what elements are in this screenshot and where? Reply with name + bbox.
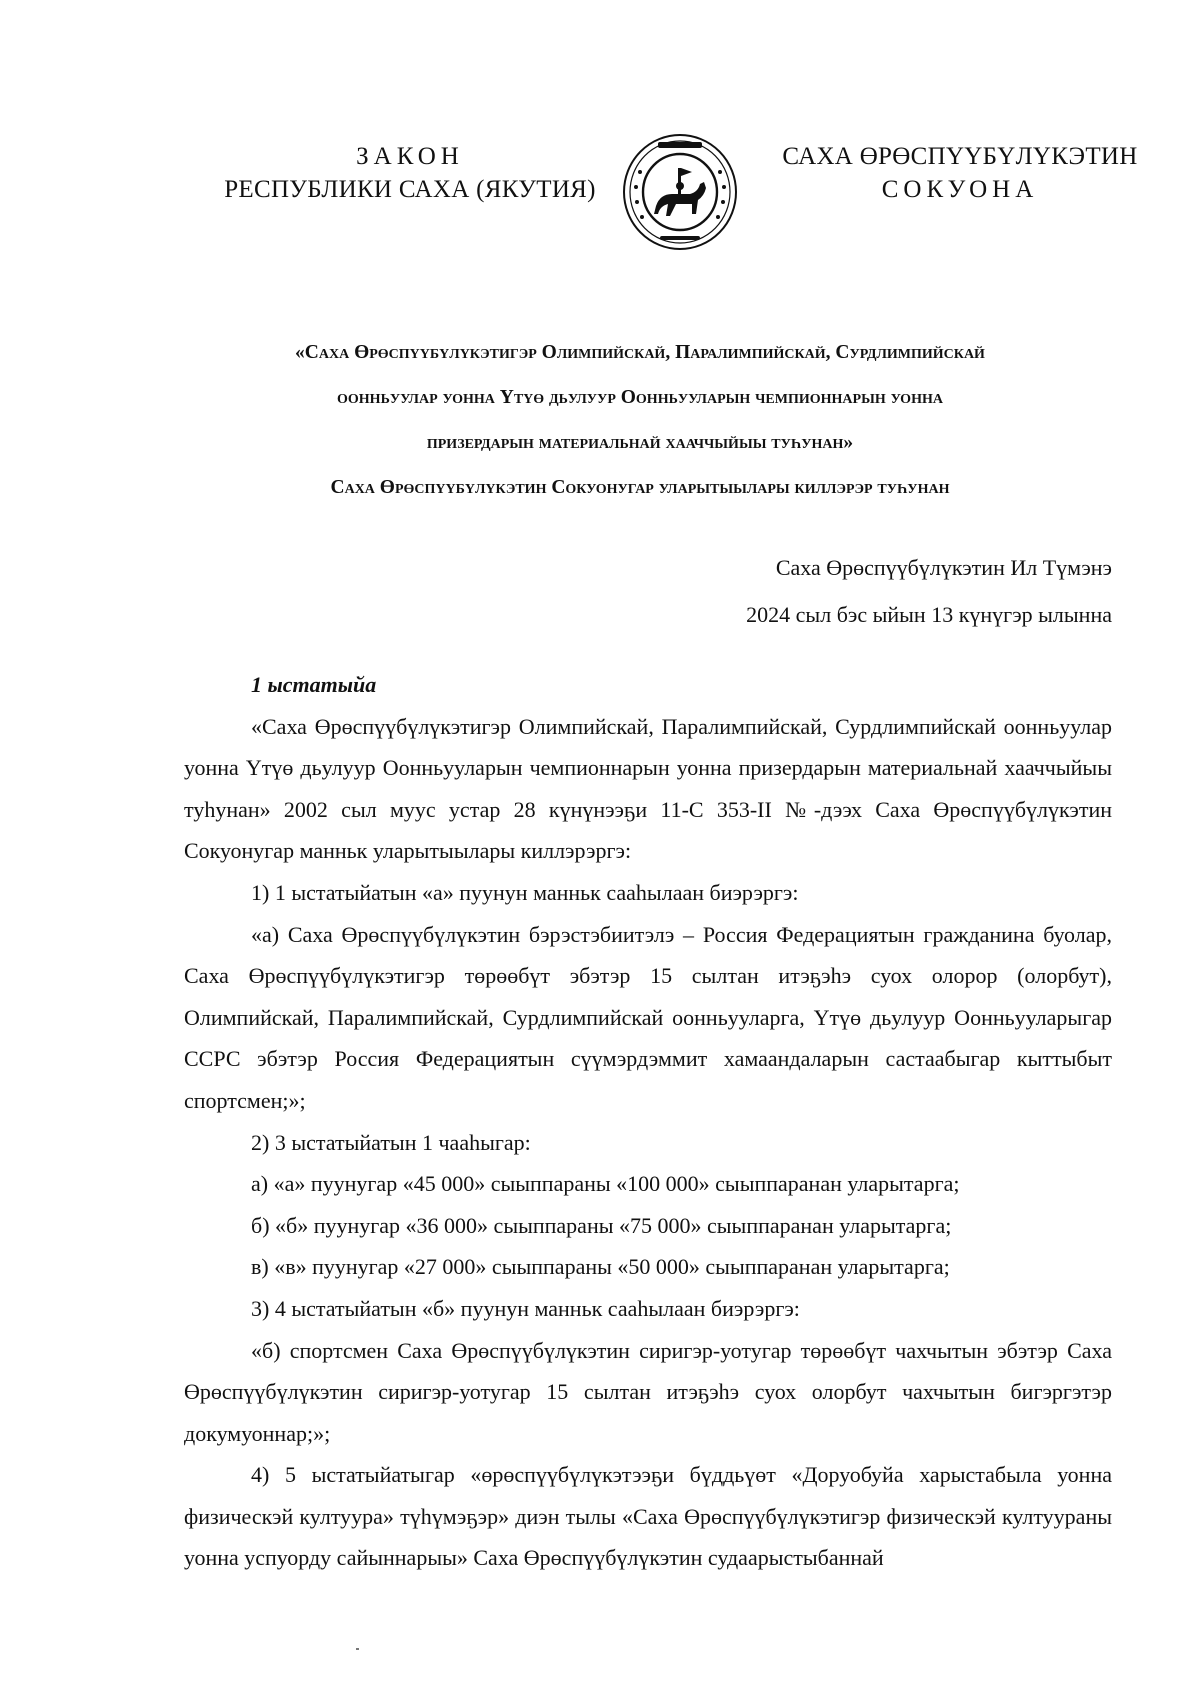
paragraph: «а) Саха Өрөспүүбүлүкэтин бэрэстэбиитэлэ – Россия Федерациятын гражданина буолар, Саха Өрөспүүбүлүкэтигэр төрөөбүт эбэтэр 15 сылтан итэҕэһэ суох олорор (олорбут), Олимпийскай, Паралимпийскай, Сурдлимпийскай оонньууларга, Үтүө дьулуур Оонньууларыгар ССРС эбэтэр Россия Федерациятын сүүмэрдэммит хамаандаларын састаабыгар кыттыбыт спортсмен;»; (184, 921, 1112, 1113)
paragraph: 4) 5 ыстатыйатыгар «өрөспүүбүлүкэтээҕи бүддьүөт «Доруобуйа харыстабыла уонна физическэй култуура» түһүмэҕэр» диэн тылы «Саха Өрөспүүбүлүкэтигэр физическэй култуураны уонна успуорду сайыннарыы» Саха Өрөспүүбүлүкэтин судаарыстыбаннай (184, 1462, 1112, 1571)
paragraph: в) «в» пуунугар «27 000» сыыппараны «50 000» сыыппаранан уларытарга; (251, 1254, 950, 1280)
adoption-body: Саха Өрөспүүбүлүкэтин Ил Түмэнэ (775, 555, 1112, 580)
header-left (200, 140, 620, 206)
article-heading: 1 ыстатыйа (251, 672, 377, 697)
paragraph: 2) 3 ыстатыйатын 1 чааһыгар: (251, 1129, 531, 1155)
coat-of-arms-emblem-icon (620, 132, 740, 252)
paragraph: 3) 4 ыстатыйатын «б» пуунун манньк сааһылаан биэрэргэ: (251, 1295, 800, 1321)
adoption-note (746, 544, 1112, 638)
paragraph: «Саха Өрөспүүбүлүкэтигэр Олимпийскай, Паралимпийскай, Сурдлимпийскай оонньуулар уонна Үтүө дьулуур Оонньууларын чемпионнарын уонна призердарын материальнай хааччыйыы туһунан» 2002 сыл муус устар 28 күнүнээҕи 11-С 353-II №-дээх Саха Өрөспүүбүлүкэтин Сокуонугар манньк уларытыылары киллэрэргэ: (184, 713, 1112, 864)
law-title-line: призердарын материальнай хааччыйыы туһунан» (426, 432, 854, 453)
header-right-title: САХА ӨРӨСПҮҮБҮЛҮКЭТИН (782, 143, 1138, 170)
header-left-title: ЗАКОН (356, 143, 464, 170)
header-right (770, 140, 1150, 206)
header-right-subtitle: СОКУОНА (881, 176, 1039, 203)
header-left-subtitle: РЕСПУБЛИКИ САХА (ЯКУТИЯ) (224, 176, 596, 203)
adoption-date: 2024 сыл бэс ыйын 13 күнүгэр ылынна (746, 602, 1112, 627)
paragraph: а) «а» пуунугар «45 000» сыыппараны «100 000» сыыппаранан уларытарга; (251, 1171, 960, 1197)
law-body (184, 664, 1112, 1579)
law-title (160, 330, 1120, 510)
paragraph: 1) 1 ыстатыйатын «а» пуунун манньк сааһылаан биэрэргэ: (251, 879, 799, 905)
law-title-line: «Саха Өрөспүүбүлүкэтигэр Олимпийскай, Паралимпийскай, Сурдлимпийскай (295, 342, 985, 363)
paragraph: «б) спортсмен Саха Өрөспүүбүлүкэтин сиригэр-уотугар төрөөбүт чахчытын эбэтэр Саха Өрөспүүбүлүкэтин сиригэр-уотугар 15 сылтан итэҕэһэ суох олорбут чахчытын бигэргэтэр докумуоннар;»; (184, 1337, 1112, 1446)
law-title-line: оонньуулар уонна Үтүө дьулуур Оонньууларын чемпионнарын уонна (337, 387, 943, 408)
paragraph: б) «б» пуунугар «36 000» сыыппараны «75 000» сыыппаранан уларытарга; (251, 1212, 952, 1238)
law-title-line: Саха Өрөспүүбүлүкэтин Сокуонугар уларытыылары киллэрэр туһунан (330, 477, 950, 498)
scan-speck (356, 1648, 359, 1650)
